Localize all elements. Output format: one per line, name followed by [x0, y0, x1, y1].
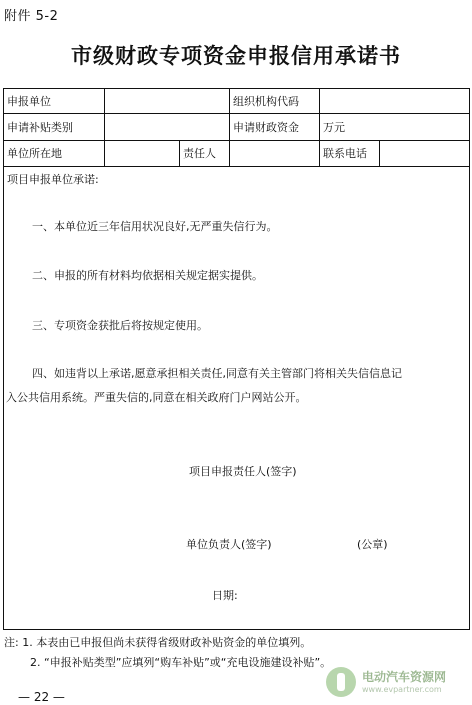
requested-funds-label: 申请财政资金 — [233, 121, 299, 134]
responsible-person-label: 责任人 — [183, 147, 216, 160]
row-divider — [4, 166, 469, 167]
col-divider — [179, 140, 180, 166]
pledge-item-4-line1: 四、如违背以上承诺,愿意承担相关责任,同意有关主管部门将相关失信信息记 — [32, 367, 402, 380]
note-2: 2. “申报补贴类型”应填列“购车补贴”或“充电设施建设补贴”。 — [30, 656, 332, 669]
unit-leader-signature-label: 单位负责人(签字) — [186, 538, 272, 551]
contact-phone-label: 联系电话 — [323, 147, 367, 160]
pledge-heading: 项目申报单位承诺: — [7, 173, 99, 186]
subsidy-category-label: 申请补贴类别 — [7, 121, 73, 134]
commitment-form — [3, 88, 470, 630]
col-divider — [229, 140, 230, 166]
attachment-label: 附件 5-2 — [4, 9, 59, 24]
pledge-item-3: 三、专项资金获批后将按规定使用。 — [32, 319, 208, 332]
location-field[interactable] — [108, 143, 176, 163]
evpartner-logo-icon — [326, 667, 356, 697]
note-1: 注: 1. 本表由已申报但尚未获得省级财政补贴资金的单位填列。 — [4, 636, 312, 649]
col-divider — [229, 89, 230, 140]
col-divider — [319, 140, 320, 166]
official-seal-label: (公章) — [357, 538, 388, 551]
col-divider — [104, 140, 105, 166]
org-code-label: 组织机构代码 — [233, 95, 299, 108]
date-label: 日期: — [212, 589, 238, 602]
watermark-name: 电动汽车资源网 — [362, 670, 447, 684]
requested-funds-unit: 万元 — [323, 121, 345, 134]
col-divider — [319, 89, 320, 140]
applicant-unit-label: 申报单位 — [7, 95, 51, 108]
pledge-item-4-line2: 入公共信用系统。严重失信的,同意在相关政府门户网站公开。 — [6, 391, 307, 404]
contact-phone-field[interactable] — [383, 143, 465, 163]
row-divider — [4, 140, 469, 141]
org-code-field[interactable] — [323, 91, 465, 111]
location-label: 单位所在地 — [7, 147, 62, 160]
col-divider — [379, 140, 380, 166]
watermark-url: www.evpartner.com — [362, 685, 442, 694]
applicant-unit-field[interactable] — [108, 91, 226, 111]
page-number: — 22 — — [18, 690, 65, 704]
pledge-item-2: 二、申报的所有材料均依据相关规定据实提供。 — [32, 269, 263, 282]
row-divider — [4, 113, 469, 114]
watermark — [326, 667, 466, 699]
subsidy-category-field[interactable] — [108, 117, 226, 137]
document-title: 市级财政专项资金申报信用承诺书 — [71, 43, 401, 68]
col-divider — [104, 89, 105, 140]
responsible-person-field[interactable] — [233, 143, 316, 163]
project-leader-signature-label: 项目申报责任人(签字) — [189, 465, 297, 478]
pledge-item-1: 一、本单位近三年信用状况良好,无严重失信行为。 — [32, 220, 278, 233]
